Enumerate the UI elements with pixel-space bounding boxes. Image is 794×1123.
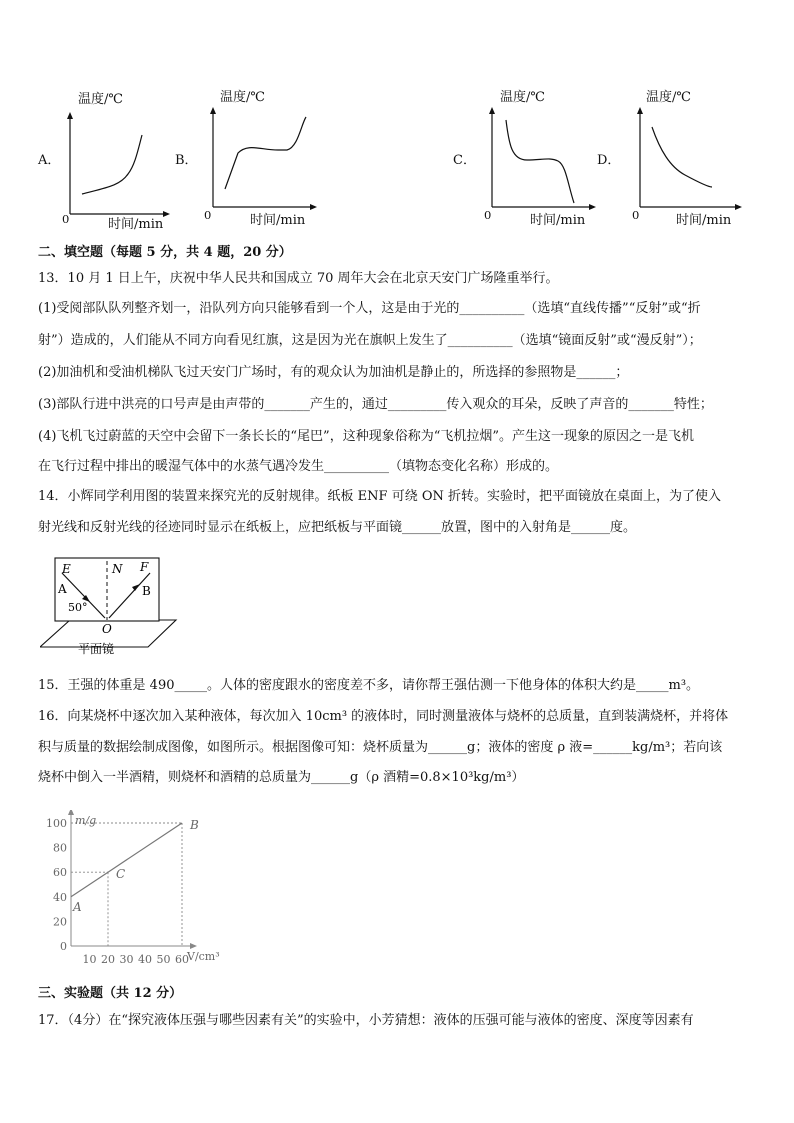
option-c-label: C． (453, 153, 476, 168)
graph-c-ylabel: 温度/℃ (500, 90, 545, 105)
diagram-label-f: F (140, 560, 149, 574)
chart-x-tick-label: 30 (119, 953, 134, 966)
graph-c-origin: 0 (484, 208, 492, 222)
chart-x-tick-label: 40 (138, 953, 152, 966)
reflection-diagram (40, 555, 190, 660)
q13-part4-line2: 在飞行过程中排出的暖湿气体中的水蒸气遇冷发生__________（填物态变化名称）形成的。 (38, 459, 559, 474)
chart-y-arrow (68, 810, 74, 815)
chart-ylabel: m/g (75, 814, 97, 827)
chart-xlabel: V/cm³ (187, 950, 220, 963)
diagram-label-a: A (58, 582, 67, 596)
q13-part2: (2)加油机和受油机梯队飞过天安门广场时，有的观众认为加油机是静止的，所选择的参照物是______； (38, 365, 629, 380)
graph-a (60, 110, 170, 220)
chart-x-tick-label: 50 (156, 953, 171, 966)
chart-y-tick-label: 20 (53, 915, 67, 929)
diagram-label-b: B (142, 584, 151, 598)
q14-line2: 射光线和反射光线的径迹同时显示在纸板上，应把纸板与平面镜______放置，图中的入射角是______度。 (38, 520, 637, 535)
chart-point-label: B (190, 818, 199, 832)
graph-d-ylabel: 温度/℃ (646, 90, 691, 105)
q13-part3: (3)部队行进中洪亮的口号声是由声带的_______产生的，通过_________传入观众的耳朵，反映了声音的_______特性； (38, 397, 713, 412)
graph-b-origin: 0 (204, 208, 212, 222)
chart-x-tick-label: 20 (101, 953, 115, 966)
q16-line1: 16．向某烧杯中逐次加入某种液体，每次加入 10cm³ 的液体时，同时测量液体与烧杯的总质量，直到装满烧杯，并将体 (38, 709, 729, 724)
q13-part4-line1: (4)飞机飞过蔚蓝的天空中会留下一条长长的“尾巴”，这种现象俗称为“飞机拉烟”。产生这一现象的原因之一是飞机 (38, 429, 694, 444)
graph-d-xlabel: 时间/min (676, 213, 732, 228)
diagram-label-n: N (112, 562, 123, 576)
graph-options (0, 85, 794, 235)
q13-part1-line2: 射”）造成的，人们能从不同方向看见红旗，这是因为光在旗帜上发生了__________（选填“镜面反射”或“漫反射”）； (38, 333, 702, 348)
diagram-label-e: E (62, 562, 71, 576)
q13-part1-line1: (1)受阅部队队列整齐划一，沿队列方向只能够看到一个人，这是由于光的__________（选填“直线传播”“反射”或“折 (38, 301, 701, 316)
chart-point-label: A (73, 899, 82, 914)
chart-series-line (71, 823, 182, 897)
mass-volume-chart (30, 810, 240, 970)
chart-y-tick-label: 0 (60, 940, 67, 953)
graph-b-xlabel: 时间/min (250, 213, 306, 228)
chart-x-tick-label: 10 (82, 953, 97, 966)
chart-x-arrow (190, 943, 197, 949)
q16-line3: 烧杯中倒入一半酒精，则烧杯和酒精的总质量为______g（ρ 酒精=0.8×10³kg/m³） (38, 770, 525, 785)
chart-y-tick-label: 100 (46, 817, 67, 830)
graph-c-xlabel: 时间/min (530, 213, 586, 228)
graph-d-origin: 0 (632, 208, 640, 222)
diagram-angle: 50° (68, 601, 88, 614)
chart-y-tick-label: 80 (53, 841, 67, 855)
graph-c (482, 105, 597, 215)
q16-line2: 积与质量的数据绘制成图像，如图所示。根据图像可知：烧杯质量为______g；液体的密度 ρ 液=______kg/m³；若向该 (38, 740, 723, 755)
diagram-label-o: O (102, 622, 112, 636)
graph-b-ylabel: 温度/℃ (220, 90, 265, 105)
graph-a-origin: 0 (62, 212, 70, 226)
graph-d (630, 105, 745, 215)
graph-a-ylabel: 温度/℃ (78, 92, 123, 107)
chart-x-tick-label: 60 (175, 953, 189, 966)
q13-stem: 13．10 月 1 日上午，庆祝中华人民共和国成立 70 周年大会在北京天安门广场隆重举行。 (38, 271, 559, 286)
q17-line1: 17．（4分）在“探究液体压强与哪些因素有关”的实验中，小芳猜想：液体的压强可能与液体的密度、深度等因素有 (38, 1013, 694, 1028)
option-b-label: B． (175, 153, 198, 168)
graph-a-xlabel: 时间/min (108, 217, 164, 232)
section-heading-fill-in: 二、填空题（每题 5 分，共 4 题，20 分） (38, 245, 292, 260)
chart-y-tick-label: 60 (53, 866, 67, 880)
option-d-label: D． (597, 153, 621, 168)
section-heading-experiment: 三、实验题（共 12 分） (38, 986, 183, 1001)
diagram-mirror-label: 平面镜 (78, 642, 115, 656)
chart-y-tick-label: 40 (53, 890, 67, 904)
option-a-label: A． (38, 153, 61, 168)
q15-text: 15．王强的体重是 490_____。人体的密度跟水的密度差不多，请你帮王强估测一下他身体的体积大约是_____m³。 (38, 678, 700, 693)
chart-point-label: C (116, 867, 126, 882)
q14-line1: 14．小辉同学利用图的装置来探究光的反射规律。纸板 ENF 可绕 ON 折转。实验时，把平面镜放在桌面上，为了使入 (38, 489, 721, 504)
graph-b (203, 105, 318, 215)
